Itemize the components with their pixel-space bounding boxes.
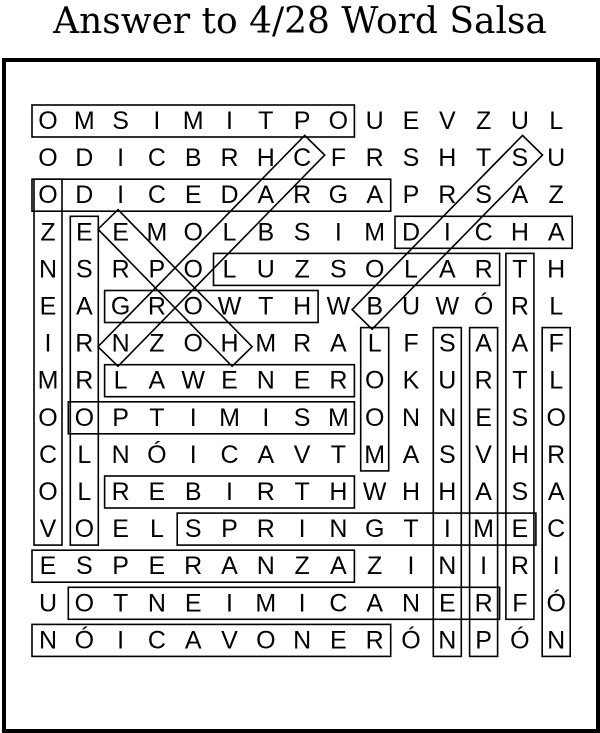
grid-letter: A [75, 292, 93, 321]
grid-letter: R [510, 552, 529, 581]
grid-letter: R [438, 181, 457, 210]
grid-letter: O [183, 255, 203, 284]
grid-letter: S [511, 144, 529, 173]
grid-letter: S [438, 440, 456, 469]
grid-letter: A [366, 589, 384, 618]
grid-letter: R [293, 181, 312, 210]
grid-letter: Ó [74, 626, 95, 655]
grid-letter: T [475, 144, 492, 173]
grid-letter: R [111, 478, 130, 506]
grid-letter: I [117, 144, 125, 173]
grid-letter: A [330, 552, 347, 581]
grid-letter: S [184, 515, 202, 544]
grid-letter: C [293, 144, 312, 173]
grid-letter: U [365, 107, 384, 135]
grid-letter: L [113, 366, 128, 395]
grid-letter: I [298, 515, 306, 544]
grid-letter: N [401, 589, 421, 618]
grid-letter: G [110, 292, 131, 321]
grid-letter: L [549, 107, 564, 135]
answer-box [98, 135, 325, 366]
grid-letter: L [367, 329, 382, 358]
grid-letter: V [475, 440, 492, 469]
grid-letter: I [44, 329, 52, 358]
grid-letter: R [474, 589, 493, 618]
grid-letter: H [293, 292, 312, 321]
grid-letter: E [221, 366, 238, 395]
grid-letter: K [402, 366, 420, 395]
grid-letter: E [112, 515, 129, 544]
grid-letter: B [184, 144, 202, 173]
grid-letter: S [75, 255, 93, 284]
grid-letter: A [438, 255, 456, 284]
grid-letter: C [474, 218, 493, 247]
grid-letter: F [330, 144, 347, 173]
grid-letter: M [364, 218, 386, 247]
grid-letter: U [38, 589, 58, 618]
grid-letter: E [184, 589, 202, 618]
grid-letter: H [510, 440, 529, 469]
grid-letter: C [147, 181, 166, 210]
grid-letter: Ó [147, 440, 167, 469]
grid-letter: A [475, 329, 492, 358]
grid-letter: O [38, 478, 58, 506]
grid-letter: M [219, 403, 240, 432]
grid-letter: H [510, 218, 529, 247]
grid-letter: S [511, 478, 529, 506]
grid-letter: A [257, 440, 275, 469]
grid-letter: E [475, 403, 492, 432]
grid-letter: R [75, 366, 94, 395]
grid-letter: O [183, 329, 203, 358]
grid-letter: I [443, 218, 451, 247]
grid-letter: P [148, 255, 166, 284]
grid-letter: B [366, 292, 384, 321]
grid-letter: Z [475, 107, 492, 135]
grid-letter: F [403, 329, 419, 358]
grid-letter: W [362, 478, 387, 506]
grid-letter: E [293, 366, 311, 395]
grid-letter: I [117, 626, 125, 655]
grid-letter: O [328, 107, 349, 135]
letter-grid [38, 107, 566, 654]
grid-letter: R [220, 144, 239, 173]
grid-letter: D [75, 181, 94, 210]
grid-letter: M [182, 107, 204, 135]
grid-letter: R [111, 255, 130, 284]
grid-letter: T [294, 478, 310, 506]
grid-letter: R [184, 552, 203, 581]
grid-letter: S [511, 403, 529, 432]
grid-letter: E [511, 515, 529, 544]
grid-letter: P [293, 107, 311, 135]
grid-letter: N [293, 626, 312, 655]
grid-letter: B [257, 218, 275, 247]
grid-letter: O [74, 515, 95, 544]
grid-letter: R [329, 366, 348, 395]
grid-letter: L [222, 218, 237, 247]
grid-letter: I [226, 107, 233, 135]
grid-letter: P [402, 181, 420, 210]
grid-letter: I [552, 552, 560, 581]
grid-letter: N [547, 626, 566, 655]
grid-letter: H [547, 255, 566, 284]
grid-letter: H [438, 478, 457, 506]
grid-letter: O [74, 403, 95, 432]
grid-letter: A [547, 478, 565, 506]
grid-letter: V [221, 626, 238, 655]
grid-letter: O [183, 292, 203, 321]
grid-letter: C [147, 626, 166, 655]
grid-letter: U [547, 144, 566, 173]
grid-letter: N [256, 366, 275, 395]
grid-letter: T [258, 292, 274, 321]
grid-letter: M [255, 589, 277, 618]
grid-letter: L [149, 515, 164, 544]
grid-letter: V [293, 440, 311, 469]
grid-letter: O [38, 403, 58, 432]
grid-letter: O [364, 255, 385, 284]
grid-letter: O [38, 144, 58, 173]
grid-letter: M [146, 218, 168, 247]
grid-letter: C [547, 515, 566, 544]
grid-letter: O [74, 589, 95, 618]
grid-letter: W [326, 292, 351, 321]
grid-letter: T [512, 366, 528, 395]
grid-letter: M [327, 403, 349, 432]
grid-letter: T [112, 589, 129, 618]
grid-letter: Ó [546, 589, 566, 618]
grid-letter: H [329, 478, 348, 506]
grid-letter: R [75, 329, 94, 358]
grid-letter: Ó [510, 626, 530, 655]
grid-letter: R [510, 292, 529, 321]
grid-letter: R [365, 626, 384, 655]
grid-letter: R [256, 478, 275, 506]
grid-letter: C [38, 440, 58, 469]
grid-letter: I [189, 440, 197, 469]
grid-letter: A [511, 329, 529, 358]
grid-letter: U [510, 107, 529, 135]
grid-letter: T [403, 515, 419, 544]
grid-letter: A [330, 329, 347, 358]
grid-letter: E [112, 218, 129, 247]
grid-letter: I [407, 552, 415, 581]
grid-letter: W [181, 366, 206, 395]
grid-letter: O [38, 107, 58, 135]
grid-letter: Z [149, 329, 165, 358]
grid-letter: P [112, 403, 129, 432]
grid-letter: S [75, 552, 93, 581]
word-search-grid [6, 62, 596, 729]
grid-letter: V [438, 107, 456, 135]
grid-letter: M [73, 107, 95, 135]
grid-letter: T [330, 440, 347, 469]
grid-letter: H [256, 144, 275, 173]
grid-letter: S [475, 181, 492, 210]
word-search-frame [2, 58, 600, 733]
grid-letter: I [334, 218, 342, 247]
grid-letter: Z [367, 552, 383, 581]
grid-letter: N [38, 255, 58, 284]
grid-letter: P [475, 626, 492, 655]
grid-letter: R [474, 366, 493, 395]
grid-letter: T [149, 403, 165, 432]
grid-letter: E [39, 552, 57, 581]
grid-letter: L [404, 255, 418, 284]
grid-letter: N [438, 552, 457, 581]
grid-letter: N [147, 589, 166, 618]
grid-letter: A [366, 181, 384, 210]
grid-letter: A [547, 218, 565, 247]
grid-letter: A [257, 181, 275, 210]
grid-letter: U [438, 366, 457, 395]
grid-letter: A [148, 366, 166, 395]
grid-letter: H [401, 478, 421, 506]
grid-letter: E [330, 626, 347, 655]
grid-letter: E [184, 181, 202, 210]
answer-box [68, 587, 499, 619]
grid-letter: O [546, 403, 566, 432]
grid-letter: T [512, 255, 528, 284]
grid-letter: E [402, 107, 420, 135]
grid-letter: M [255, 329, 277, 358]
grid-letter: I [153, 107, 161, 135]
grid-letter: O [364, 403, 385, 432]
grid-letter: S [112, 107, 129, 135]
grid-letter: G [364, 515, 385, 544]
grid-letter: A [475, 478, 492, 506]
grid-letter: M [473, 515, 495, 544]
grid-letter: R [147, 292, 166, 321]
grid-letter: R [256, 515, 275, 544]
grid-letter: O [364, 366, 385, 395]
grid-letter: L [549, 366, 564, 395]
grid-letter: N [438, 626, 457, 655]
grid-letter: I [226, 589, 233, 618]
grid-letter: L [222, 255, 237, 284]
grid-letter: B [184, 478, 202, 506]
grid-letter: I [298, 589, 306, 618]
grid-letter: T [258, 107, 274, 135]
grid-letter: C [329, 589, 348, 618]
grid-letter: S [438, 329, 456, 358]
grid-letter: E [75, 218, 93, 247]
grid-letter: A [184, 626, 202, 655]
grid-letter: N [401, 403, 421, 432]
grid-letter: F [548, 329, 564, 358]
grid-letter: L [549, 292, 564, 321]
grid-letter: E [148, 552, 166, 581]
grid-letter: H [438, 144, 457, 173]
grid-letter: E [39, 292, 57, 321]
grid-letter: O [183, 218, 203, 247]
grid-letter: Z [548, 181, 564, 210]
grid-letter: D [401, 218, 421, 247]
page-title: Answer to 4/28 Word Salsa [53, 1, 547, 42]
grid-letter: I [226, 478, 233, 506]
grid-letter: I [189, 403, 197, 432]
grid-letter: N [111, 329, 130, 358]
grid-letter: U [401, 292, 421, 321]
grid-letter: A [402, 440, 420, 469]
grid-letter: W [217, 292, 242, 321]
grid-letter: O [38, 181, 58, 210]
grid-letter: N [329, 515, 348, 544]
grid-letter: L [77, 478, 92, 506]
grid-letter: Z [294, 255, 310, 284]
grid-letter: N [438, 403, 457, 432]
grid-letter: I [443, 515, 451, 544]
grid-letter: D [75, 144, 94, 173]
grid-letter: M [37, 366, 59, 395]
grid-letter: C [147, 144, 166, 173]
grid-letter: I [480, 552, 488, 581]
grid-letter: E [148, 478, 166, 506]
grid-letter: P [221, 515, 238, 544]
grid-letter: S [330, 255, 347, 284]
grid-letter: L [77, 440, 92, 469]
grid-letter: Z [40, 218, 56, 247]
grid-letter: W [435, 292, 460, 321]
grid-letter: G [328, 181, 349, 210]
grid-letter: M [364, 440, 386, 469]
grid-letter: A [221, 552, 238, 581]
grid-letter: H [220, 329, 239, 358]
grid-letter: F [512, 589, 528, 618]
grid-letter: R [365, 144, 384, 173]
grid-letter: I [117, 181, 125, 210]
grid-letter: N [111, 440, 130, 469]
grid-letter: S [402, 144, 420, 173]
grid-letter: R [547, 440, 566, 469]
grid-letter: C [220, 440, 239, 469]
grid-letter: Ó [401, 626, 421, 655]
grid-letter: P [112, 552, 129, 581]
answer-box [68, 402, 354, 434]
grid-letter: U [256, 255, 275, 284]
grid-letter: E [438, 589, 456, 618]
grid-letter: Ó [473, 292, 494, 321]
grid-letter: N [38, 626, 58, 655]
grid-letter: S [293, 218, 311, 247]
grid-letter: R [293, 329, 312, 358]
grid-letter: S [293, 403, 311, 432]
grid-letter: O [256, 626, 276, 655]
grid-letter: A [511, 181, 529, 210]
grid-letter: V [39, 515, 57, 544]
grid-letter: N [256, 552, 275, 581]
grid-letter: R [474, 255, 493, 284]
grid-letter: Z [294, 552, 310, 581]
grid-letter: I [262, 403, 270, 432]
grid-letter: D [220, 181, 239, 210]
